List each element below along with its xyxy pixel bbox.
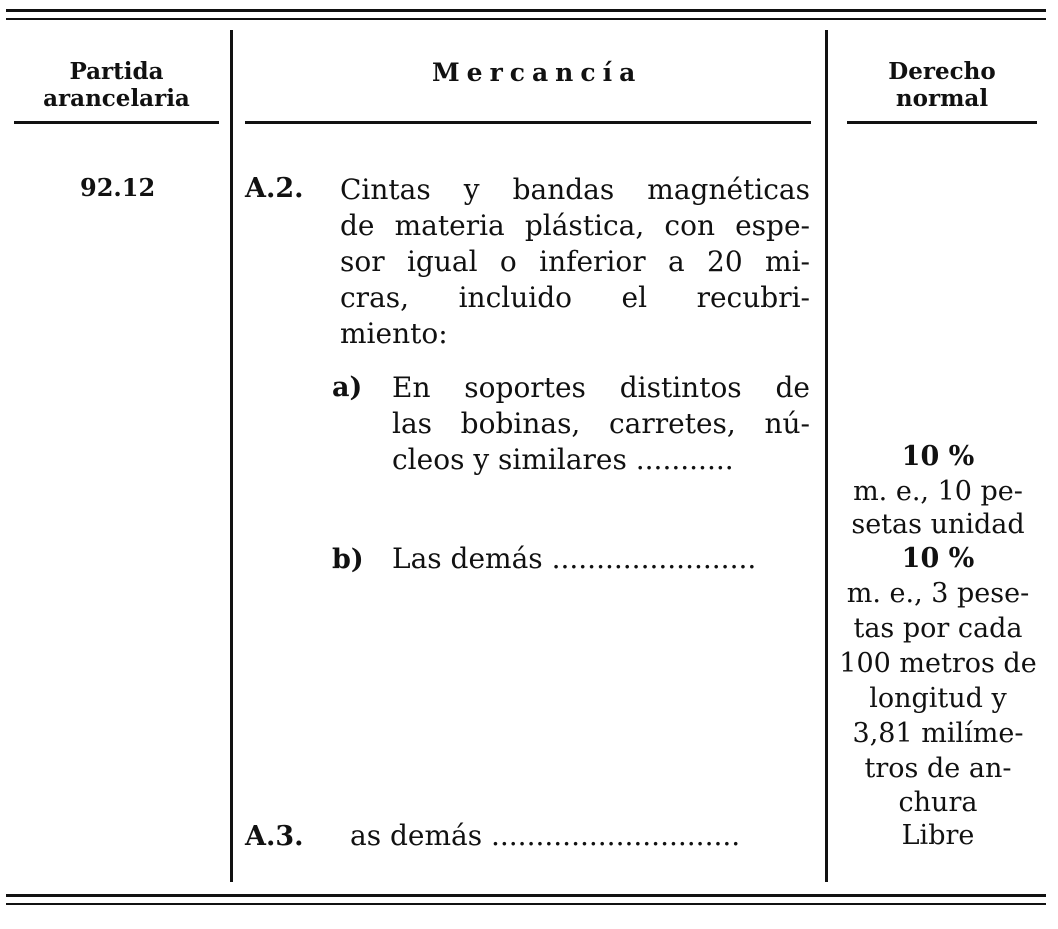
header-derecho bbox=[847, 58, 1037, 112]
duty-b-line: 100 metros de bbox=[839, 648, 1037, 679]
subitem-label-b: b) bbox=[332, 544, 364, 575]
duty-b-line: tros de an- bbox=[864, 753, 1012, 784]
column-divider-right bbox=[825, 30, 828, 882]
subitem-a-line: cleos y similares ........... bbox=[392, 443, 734, 476]
header-underline-derecho bbox=[847, 121, 1037, 124]
header-mercancia: Mercancía bbox=[432, 58, 643, 87]
duty-a3: Libre bbox=[901, 820, 975, 851]
subitem-a-line: En soportes distintos de bbox=[392, 371, 810, 404]
duty-b-line: m. e., 3 pese- bbox=[846, 578, 1030, 609]
header-derecho-line1: Derecho bbox=[888, 58, 996, 85]
duty-a-rate-text: 10 % bbox=[901, 441, 975, 472]
description-line: Cintas y bandas magnéticas bbox=[340, 173, 810, 206]
tariff-code: 92.12 bbox=[80, 173, 156, 202]
description-line: de materia plástica, con espe- bbox=[340, 209, 810, 242]
item-label-a3: A.3. bbox=[245, 821, 304, 852]
column-divider-left bbox=[230, 30, 233, 882]
header-partida-line2: arancelaria bbox=[43, 85, 190, 112]
duty-b-line: chura bbox=[898, 787, 978, 818]
subitem-a-line: las bobinas, carretes, nú- bbox=[392, 407, 810, 440]
duty-b-line: longitud y bbox=[869, 683, 1007, 714]
duty-a-rate bbox=[832, 443, 1044, 470]
top-rule-lower bbox=[6, 18, 1046, 20]
description-line: cras, incluido el recubri- bbox=[340, 281, 810, 314]
duty-b-line: tas por cada bbox=[853, 613, 1023, 644]
subitem-description-a bbox=[392, 370, 810, 478]
duty-a-line: m. e., 10 pe- bbox=[853, 476, 1023, 507]
item-description-a2 bbox=[340, 172, 810, 352]
header-underline-partida bbox=[14, 121, 219, 124]
description-line: miento: bbox=[340, 317, 448, 350]
duty-b-rate bbox=[832, 545, 1044, 572]
item-description-a3: as demás ............................ bbox=[350, 819, 741, 852]
subitem-label-a: a) bbox=[332, 372, 363, 403]
bottom-rule-lower bbox=[6, 903, 1046, 905]
duty-b-rate-text: 10 % bbox=[901, 543, 975, 574]
duty-b-line: 3,81 milíme- bbox=[852, 718, 1024, 749]
bottom-rule-upper bbox=[6, 894, 1046, 897]
header-partida bbox=[14, 58, 219, 112]
header-underline-mercancia bbox=[245, 121, 811, 124]
item-label-a2: A.2. bbox=[245, 173, 304, 204]
duty-a-line: setas unidad bbox=[851, 509, 1025, 540]
header-partida-line1: Partida bbox=[69, 58, 164, 85]
subitem-description-b: Las demás ....................... bbox=[392, 542, 757, 575]
top-rule-upper bbox=[6, 9, 1046, 12]
description-line: sor igual o inferior a 20 mi- bbox=[340, 245, 810, 278]
header-derecho-line2: normal bbox=[895, 85, 989, 112]
